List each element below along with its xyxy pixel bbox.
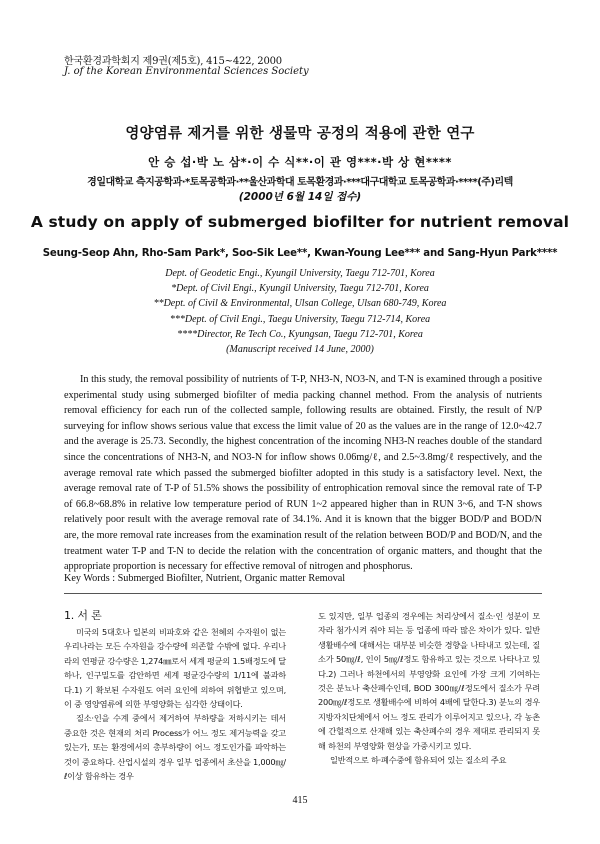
affiliations-en — [0, 266, 600, 357]
body-column-left — [64, 609, 286, 783]
journal-citation-ko: 한국환경과학회지 제9권(제5호), 415~422, 2000 — [64, 56, 282, 67]
page-number: 415 — [292, 795, 308, 806]
manuscript-received: (Manuscript received 14 June, 2000) — [226, 344, 374, 356]
affiliation-en-line: *Dept. of Civil Engi., Kyungil University, Taegu 712-701, Korea — [171, 283, 429, 295]
body-paragraph: 질소·인을 수계 중에서 제거하여 부하량을 저하시키는 데서 중요한 것은 현재의 처리 Process가 어느 정도 제거능력을 갖고 있는가, 또는 환경에서의 총부하량이 어느 정도인가를 파악하는 것이 중요하다. 산업시설의 경우 일부 업종에서 초산을 1,000㎎/ℓ이상 함유하는 경우 — [64, 713, 286, 782]
affiliation-en-line: **Dept. of Civil & Environmental, Ulsan College, Ulsan 680-749, Korea — [153, 298, 447, 310]
authors-en: Seung-Seop Ahn, Rho-Sam Park*, Soo-Sik Lee**, Kwan-Young Lee*** and Sang-Hyun Park**** — [42, 248, 558, 259]
body-paragraph: 미국의 5대호나 일본의 비파호와 같은 천혜의 수자원이 없는 우리나라는 모든 수자원을 강수량에 의존할 수밖에 없다. 우리나라의 연평균 강수량은 1,274㎜로서 세계 평균의 1.5배정도에 달하나, 인구밀도를 감안하면 세계 평균강수량의 1/11에 불과하다.1) 기 확보된 수자원도 여러 요인에 의하여 위협받고 있으며, 이 중 영양염류에 의한 부영양화는 심각한 상태이다. — [64, 627, 286, 710]
paper-title-ko: 영양염류 제거를 위한 생물막 공정의 적용에 관한 연구 — [125, 126, 475, 142]
affiliation-en-line: ****Director, Re Tech Co., Kyungsan, Taegu 712-701, Korea — [177, 328, 423, 340]
affiliation-ko: 경일대학교 측지공학과·*토목공학과·**울산과학대 토목환경과·***대구대학교 토목공학과·****(주)리텍 — [87, 177, 513, 188]
body-column-right — [318, 609, 540, 767]
abstract — [64, 372, 542, 575]
received-date-ko: (2000년 6월 14일 접수) — [238, 191, 362, 203]
affiliation-en-line: Dept. of Geodetic Engi., Kyungil University, Taegu 712-701, Korea — [165, 268, 435, 279]
paper-title-en: A study on apply of submerged biofilter for nutrient removal — [30, 213, 570, 231]
abstract-text: In this study, the removal possibility of nutrients of T-P, NH3-N, NO3-N, and T-N is examined through a positive experimental study using submerged biofilter of media packing channel method. From the analysis of nutrients removal efficiency for each run of the collected sample, following results are obtained. Firstly, the result of N/P surveying for inflow shows serious value that excess the limit value of 20 as the values are in the range of 12.0~42.7 and the average is 25.73. Secondly, the highest concentration of the incoming NH3-N reaches double of the standard since the concentrations of NH3-N, and NO3-N for inflow shows 0.06mg/ℓ, and 2.5~3.8mg/ℓ respectively, and the average removal rate which passed the submerged biofilter adopted in this study is a satisfactory level. Next, the average removal rate of T-P of 51.5% shows the possibility of entrophication removal since the removal rate of T-P of 66.8~68.8% in relative low temperature period of RUN 1~2 appeared higher than in RUN 3~6, and T-N shows relatively poor result with the average removal rate of 34.1%. And it is known that the bigger BOD/P and BOD/N are, the more removal rate increases from the examination result of the relation between BOD/P and BOD/N, and the treatment water T-P and T-N to decide the relation with the concentration of organic matters, and thought that the appropriate proportion is necessary for effective removal of nitrogen and phosphorus. — [64, 374, 542, 573]
section-heading: 1. 서 론 — [64, 609, 102, 622]
journal-citation-en: J. of the Korean Environmental Sciences Society — [64, 66, 309, 77]
keywords: Key Words : Submerged Biofilter, Nutrient, Organic matter Removal — [64, 573, 346, 584]
authors-ko: 안 승 섭·박 노 삼*·이 수 식**·이 관 영***·박 상 현**** — [148, 155, 452, 169]
body-paragraph: 도 있지만, 일부 업종의 경우에는 처리상에서 질소·인 성분이 모자라 첨가시켜 줘야 되는 등 업종에 따라 많은 차이가 있다. 일반 생활배수에 대해서는 대부분 비슷한 경향을 나타내고 있는데, 질소가 50㎎/ℓ, 인이 5㎎/ℓ정도 함유하고 있는 것으로 나타나고 있다.2) 그러나 하천에서의 부영양화 요인에 가장 크게 기여하는 것은 분뇨나 축산폐수인데, BOD 300㎎/ℓ정도에서 질소가 무려 200㎎/ℓ정도로 생활배수에 비하여 4배에 달한다.3) 분뇨의 경우 지방자치단체에서 어느 정도 관리가 이루어지고 있으나, 각 농촌에 간헐적으로 산재해 있는 축산폐수의 경우 제대로 관리되지 못해 하천의 부영양화 현상을 가중시키고 있다. — [318, 611, 540, 751]
section-divider — [64, 593, 542, 594]
affiliation-en-line: ***Dept. of Civil Engi., Taegu University, Taegu 712-714, Korea — [169, 313, 431, 325]
body-paragraph: 일반적으로 하·폐수중에 함유되어 있는 질소의 주요 — [330, 755, 507, 766]
